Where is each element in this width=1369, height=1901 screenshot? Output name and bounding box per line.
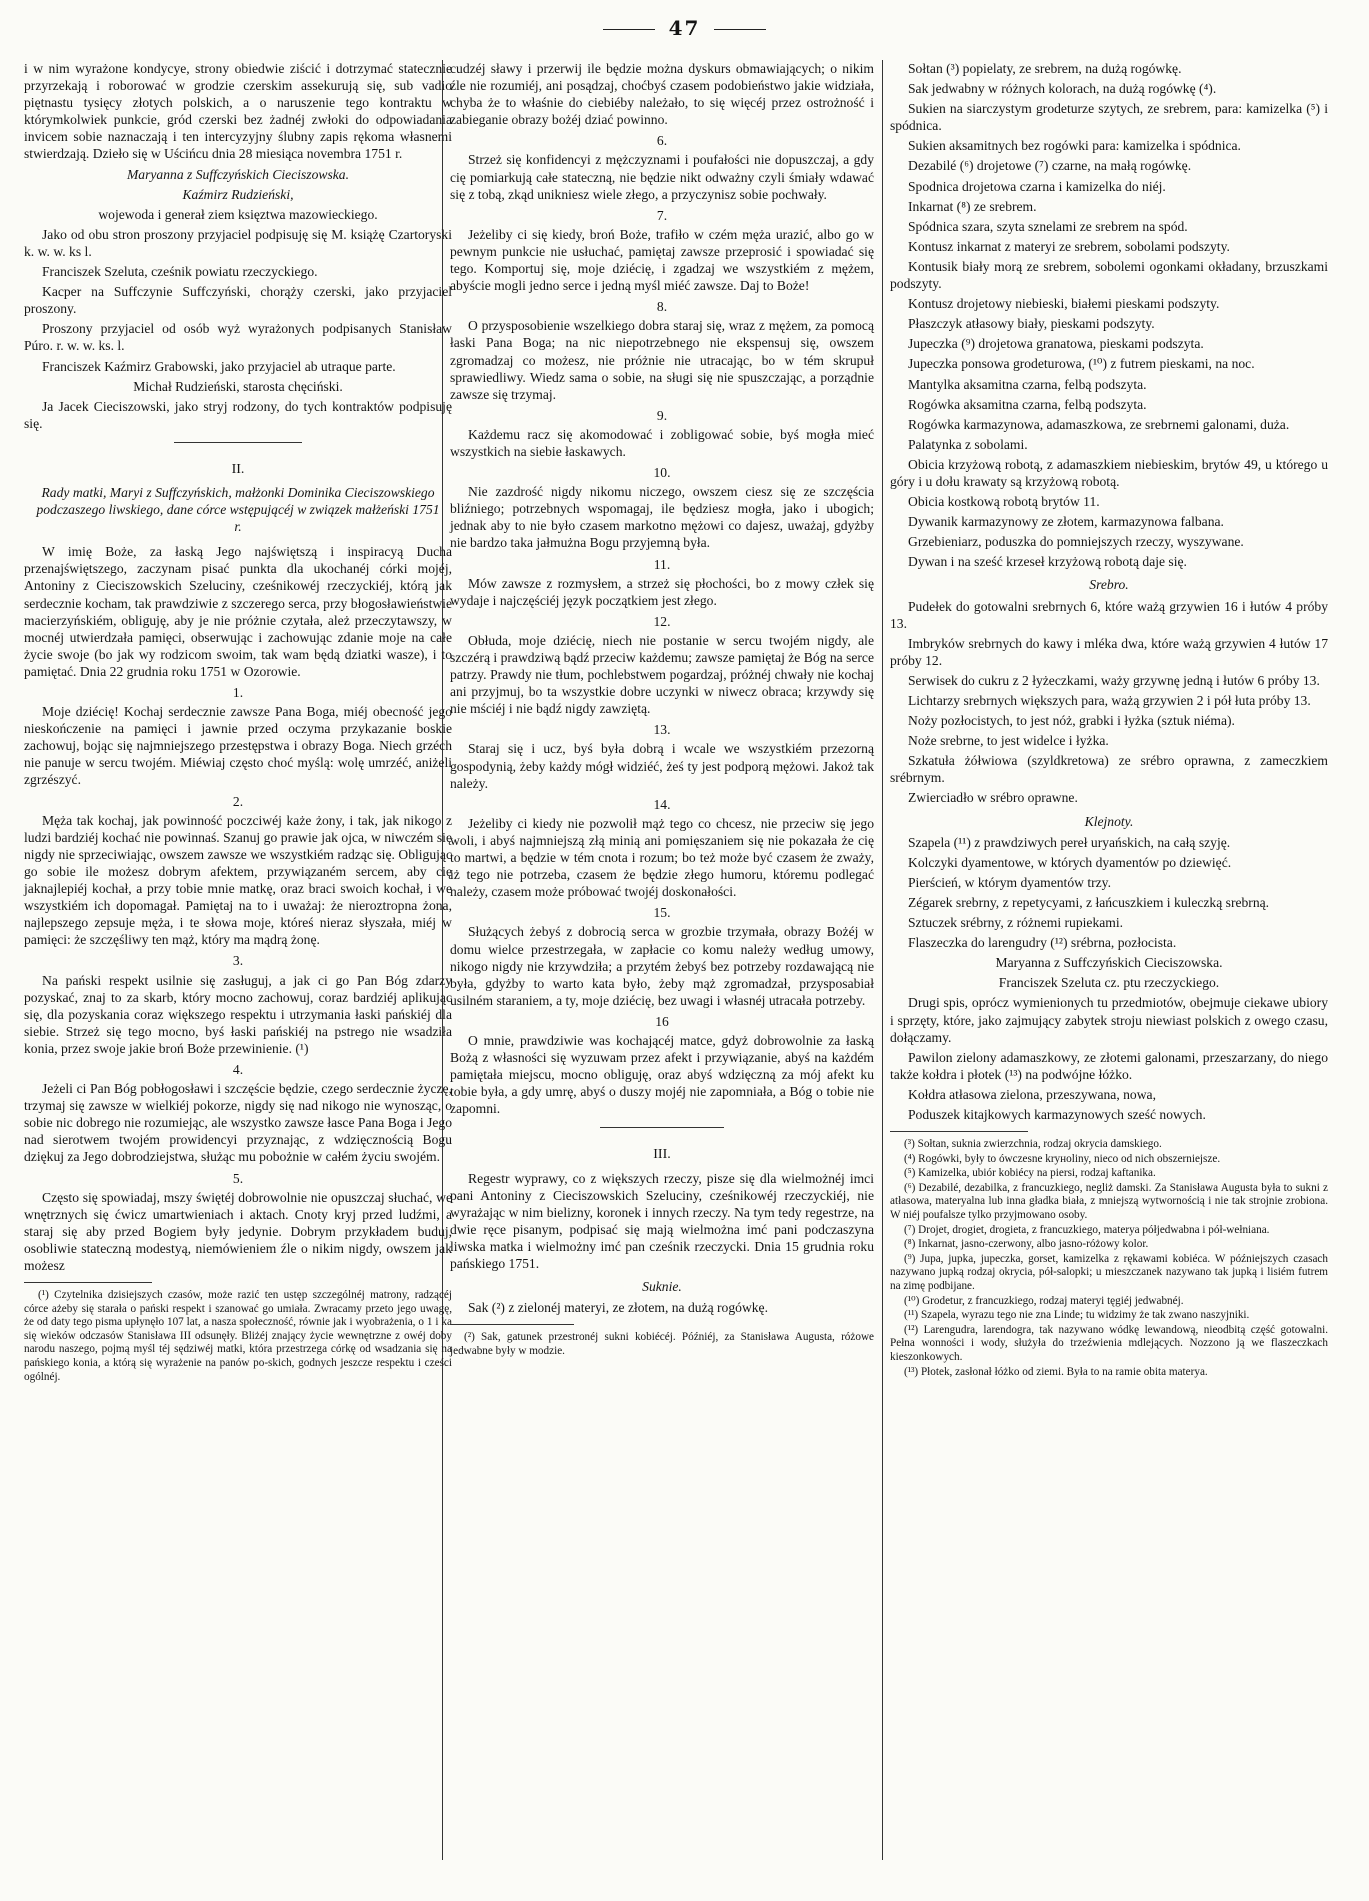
header-rule-left <box>603 29 655 30</box>
list-item: Zwierciadło w srébro oprawne. <box>908 790 1078 806</box>
page-number: 47 <box>668 16 701 40</box>
paragraph: Nie zazdrość nigdy nikomu niczego, owszem ciesz się ze szczęścia bliźniego; potrzebnych wspomagaj, ile będziesz mogła, jako i ubogich; jednak aby to nie było czasem markotno mężowi co dajesz, uważaj, gdyżby nie bardzo taka jałmużna Bogu przyjemną była. <box>450 484 874 551</box>
footnotes <box>450 1331 874 1358</box>
point-number: 14. <box>653 796 671 812</box>
list-item: Serwisek do cukru z 2 łyżeczkami, waży grzywnę jedną i łutów 6 próby 13. <box>908 672 1320 688</box>
list-item: Mantylka aksamitna czarna, felbą podszyta. <box>908 376 1147 392</box>
list-item: Kontusz inkarnat z materyi ze srebrem, sobolami podszyty. <box>908 238 1230 254</box>
signature: Ja Jacek Cieciszowski, jako stryj rodzony, do tych kontraktów podpisuję się. <box>24 398 452 431</box>
signature: Proszony przyjaciel od osób wyż wyrażonych podpisanych Stanisław Púro. r. w. w. ks. l. <box>24 321 452 354</box>
point-number: 11. <box>653 556 671 572</box>
paragraph: cudzéj sławy i przerwij ile będzie można dyskurs obmawiających; o nikim źle nie rozumiéj, ani posądzaj, choćbyś czasem podobieństwo jakie widziała, chyba że to właśnie do ciebiéby należało, to się więcéj przez ostrożność i zabieganie obrazy bożéj dziać powinno. <box>450 61 874 128</box>
list-item: Dywanik karmazynowy ze złotem, karmazynowa falbana. <box>908 514 1224 530</box>
paragraph: Każdemu racz się akomodować i zobligować sobie, byś mogła mieć wszystkich na siebie łaskawych. <box>450 426 874 459</box>
subheading: Suknie. <box>642 1279 682 1295</box>
page-header <box>0 16 1369 40</box>
paragraph: O mnie, prawdziwie was kochającéj matce, gdyż dobrowolnie za łaską Bożą z własności się wyzuwam przez afekt i przywiązanie, abyś na każdém pamiętała miejscu, mocno obliguję, oraz abyś wdzięczną za mój afekt ku tobie była, a gdy umrę, abyś o duszy mojéj nie zapomniała, a Bóg o tobie nie zapomni. <box>450 1032 874 1117</box>
list-item: Noży pozłocistych, to jest nóż, grabki i łyżka (sztuk niéma). <box>908 713 1235 729</box>
column-2 <box>450 60 874 1359</box>
paragraph: Drugi spis, oprócz wymienionych tu przedmiotów, obejmuje ciekawe ubiory i sprzęty, które, jako zajmujący zabytek stroju niewiast polskich z owego czasu, dołączamy. <box>890 995 1328 1045</box>
list-item: Flaszeczka do larengudry (¹²) srébrna, pozłocista. <box>908 935 1177 951</box>
list-item: Szapela (¹¹) z prawdziwych pereł uryańskich, na całą szyję. <box>908 834 1231 850</box>
list-item: Pierścień, w którym dyamentów trzy. <box>908 874 1111 890</box>
signature: Jako od obu stron proszony przyjaciel podpisuję się M. książę Czartoryski k. w. w. ks l. <box>24 226 452 259</box>
list-item: Grzebieniarz, poduszka do pomniejszych rzeczy, wyszywane. <box>908 534 1244 550</box>
point-number: 6. <box>656 133 668 149</box>
silver-list <box>890 598 1328 807</box>
footnote-rule <box>450 1324 574 1325</box>
list-item: Spódnica szara, szyta sznelami ze srebrem na spód. <box>908 218 1188 234</box>
list-item: Sukien aksamitnych bez rogówki para: kamizelka i spódnica. <box>908 138 1241 154</box>
paragraph: Jeżeliby ci się kiedy, broń Boże, trafiło w czém męża urazić, albo go w pewnym punkcie nie usłuchać, pamiętaj zawsze przeprosić i spowiadać się tego. Komportuj się, moje dziécię, i zgadzaj we wszystkiém z mężem, abyście mogli jedno serce i jedną myśl miéć zawsze. Daj to Boże! <box>450 226 874 294</box>
paragraph: Często się spowiadaj, mszy świętéj dobrowolnie nie opuszczaj słuchać, we wnętrznych się ćwicz umartwieniach i aktach. Cnoty kryj przed ludźmi, a staraj się aby przed Bogiem były jedynie. Dobrym przykładem buduj, osobliwie stateczną modestyą, niemówieniem źle o nikim nigdy, owszem jak możesz <box>24 1189 452 1273</box>
point-number: 2. <box>232 793 244 809</box>
paragraph: i w nim wyrażone kondycye, strony obiedwie ziścić i dotrzymać statecznie przyrzekają i roborować w grodzie czerskim assekurują się, sub vadio piętnastu tysięcy złotych polskich, a o naruszenie tego kontraktu w którymkolwiek punkcie, gród czerski bez żadnéj zwłoki do odpowiadania invicem sobie naznaczają i ten intercyzyjny ślubny zapis rękoma własnemi stwierdzają. Dzieło się w Uścińcu dnia 28 miesiąca novembra 1751 r. <box>24 61 452 162</box>
point-number: 12. <box>653 613 671 629</box>
list-item: Kontusz drojetowy niebieski, białemi pieskami podszyty. <box>908 296 1220 312</box>
signature-title: wojewoda i generał ziem księztwa mazowieckiego. <box>98 206 378 222</box>
list-item: Noże srebrne, to jest widelce i łyżka. <box>908 733 1109 749</box>
point-number: 4. <box>232 1061 244 1077</box>
section-divider <box>174 442 302 443</box>
list-item: Sak jedwabny w różnych kolorach, na dużą rogówkę (⁴). <box>908 81 1217 97</box>
footnote: (¹²) Larengudra, larendogra, tak nazywano wódkę lewandową, nieodbitą część gotowalni. Pełna wonności i wody, służyła do trzeźwienia mdlejących. Nozzono ją we flaszeczkach kieszonkowych. <box>890 1323 1328 1363</box>
signature: Kacper na Suffczynie Suffczyński, chorąży czerski, jako przyjaciel proszony. <box>24 284 452 317</box>
section-divider <box>600 1127 724 1128</box>
list-item: Sukien na siarczystym grodeturze szytych, ze srebrem, para: kamizelka (⁵) i spódnica. <box>890 101 1328 134</box>
list-item: Pawilon zielony adamaszkowy, ze złotemi galonami, przeszarzany, do niego także kołdra i płotek (¹³) na podwójne łóżko. <box>890 1049 1328 1082</box>
signature: Franciszek Kaźmirz Grabowski, jako przyjaciel ab utraque parte. <box>42 358 396 374</box>
list-item: Sak (²) z zielonéj materyi, ze złotem, na dużą rogówkę. <box>468 1300 768 1316</box>
column-1 <box>24 60 452 1385</box>
subheading: Klejnoty. <box>1084 813 1134 829</box>
point-number: 3. <box>232 953 244 969</box>
footnote: (¹³) Płotek, zasłonał łóżko od ziemi. Była to na ramie obita materya. <box>904 1365 1208 1378</box>
footnote: (¹¹) Szapela, wyrazu tego nie zna Linde; tu widzimy że tak zwano naszyjniki. <box>904 1309 1250 1322</box>
list-item: Spodnica drojetowa czarna i kamizelka do niéj. <box>908 178 1166 194</box>
list-item: Jupeczka ponsowa grodeturowa, (¹⁰) z futrem pieskami, na noc. <box>908 356 1255 372</box>
point-number: 5. <box>232 1170 244 1186</box>
paragraph: Męża tak kochaj, jak powinność poczciwéj każe żony, i tak, jak nikogo z ludzi bardziéj kochać nie powinnaś. Szanuj go prawie jak ojca, w niwczém się nigdy nie sprzeciwiając, owszem zawsze we wszystkiém radząc się. Obligując go sobie ile możesz dobrym afektem, przywiązaném sercem, aby cię jaknajlepiéj kochał, a przy tobie mnie matkę, oraz braci swoich kochał, i we wszystkiém ich dopomagał. Pamiętaj na to i uważaj: że nieroztropna żona, najlepszego zepsuje męża, i te słowa moje, któreś nieraz słyszała, miéj w pamięci: że szczęśliwy ten mąż, który ma mądrą żonę. <box>24 812 452 948</box>
list-item: Kołdra atłasowa zielona, przeszywana, nowa, <box>908 1086 1156 1102</box>
point-number: 13. <box>653 722 671 738</box>
point-number: 15. <box>653 905 671 921</box>
jewels-list <box>890 834 1328 952</box>
list-item: Rogówka aksamitna czarna, felbą podszyta. <box>908 396 1147 412</box>
paragraph: W imię Boże, za łaską Jego najświętszą i inspiracyą Ducha przenajświętszego, zaczynam pisać punkta dla ukochanéj córki mojéj, Antoniny z Cieciszowskich Szeluciny, cześnikowéj rzeczyckiéj, którą jak serdecznie kocham, tak prawdziwie z szczerego serca, przy błogosławieństwie macierzyńskiém, obliguję, aby je nie próżnie czytała, ależ przeczytawszy, w mocnéj utwierdzała pamięci, obserwując i zachowując zdanie moje na całe życie swoje (bo jak wy rodzicom swoim, tak wam będą dziatki wasze), i to pamiętać. Dnia 22 grudnia roku 1751 w Ozorowie. <box>24 544 452 679</box>
list-item: Dezabilé (⁶) drojetowe (⁷) czarne, na małą rogówkę. <box>908 158 1192 174</box>
point-number: 9. <box>656 407 668 423</box>
signature: Michał Rudzieński, starosta chęciński. <box>133 378 343 394</box>
signature: Maryanna z Suffczyńskich Cieciszowska. <box>126 166 349 182</box>
paragraph: Strzeż się konfidencyi z mężczyznami i poufałości nie dopuszczaj, a gdy cię pomiarkują całe stateczną, nie będzie nikt odważny czyli śmiały wdawać się z tobą, zkąd unikniesz wiele złego, a przyczynisz sobie pochwały. <box>450 152 874 202</box>
point-number: 16 <box>655 1013 669 1029</box>
paragraph: Moje dziécię! Kochaj serdecznie zawsze Pana Boga, miéj obecność jego nieskończenie na pamięci i jawnie przed oczyma przykazanie boskie zachowuj, bojąc się najmniejszego przestępstwa i obrazy Boga. Niech grzéch nie panuje w sercu twojém. Miéwiaj często choć myślą: wolę umrzéć, aniżeli zgrzészyć. <box>24 704 452 788</box>
paragraph: Regestr wyprawy, co z większych rzeczy, pisze się dla wielmożnéj imci pani Antoniny z Cieciszowskich Szeluciny, cześnikowéj rzeczyckiéj, nie wyrażając w nim bielizny, koronek i innych rzeczy. Na tym tedy regestrze, na dwie ręce pisanym, podpisać się mają wielmożna imć pani podczaszyna liwska matka i wielmożny imć pan cześnik rzeczycki. Dnia 15 grudnia roku pańskiego 1751. <box>450 1170 874 1271</box>
footnote-rule <box>24 1282 152 1283</box>
point-number: 7. <box>656 207 668 223</box>
paragraph: Służących żebyś z dobrocią serca w grozbie trzymała, obrazy Bożéj w domu wielce przestrzegała, w zapłacie co komu należy według umowy, nikogo nigdy nie krzywdziła; a przytém żebyś bez potrzeby rozdawającą nie była, gdyżby to warto kata było, żeby mąż zgromadzał, przysposabiał usilném staraniem, a ty, moje dziécię, bez uwagi i własnéj utracała potrzeby. <box>450 924 874 1008</box>
inventory-list <box>890 60 1328 570</box>
footnote: (¹⁰) Grodetur, z francuzkiego, rodzaj materyi tęgiéj jedwabnéj. <box>904 1294 1184 1307</box>
list-item: Palatynka z sobolami. <box>908 436 1028 452</box>
footnote: (⁴) Rogówki, były to ówczesne kryноliny, nieco od nich obszerniejsze. <box>904 1152 1221 1165</box>
signature: Franciszek Szeluta, cześnik powiatu rzeczyckiego. <box>42 264 318 280</box>
list-item: Lichtarzy srebrnych większych para, ważą grzywien 2 i pół łuta próby 13. <box>908 693 1311 708</box>
list-item: Kolczyki dyamentowe, w których dyamentów po dziewięć. <box>908 854 1232 870</box>
footnote: (⁹) Jupa, jupka, jupeczka, gorset, kamizelka z rękawami kobiéca. W późniejszych czasach nazywano jupką rodzaj okrycia, pół-salopki; u mieszczanek nazywano tak jupką i lisiém futrem na zimę podbijane. <box>890 1252 1328 1292</box>
list-item: Obicia krzyżową robotą, z adamaszkiem niebieskim, brytów 49, u którego u góry i u dołu krawaty są krzyżową robotą. <box>890 456 1328 489</box>
paragraph: Mów zawsze z rozmysłem, a strzeż się płochości, bo z mowy człek się wydaje i najczęściéj język początkiem jest złego. <box>450 575 874 608</box>
paragraph: Obłuda, moje dziécię, niech nie postanie w sercu twojém nigdy, ale szczérą i prawdziwą bądź przeciw każdemu; zawsze pamiętaj że Bóg na serce patrzy. Prawdy nie tłum, pochlebstwem pogardzaj, próżnéj chwały nie kochaj ani przyjmuj, bo ta wszystkie dobre uczynki w niwecz obraca; krzywdy się nie mściéj i nie bądź nigdy zawziętą. <box>450 632 874 717</box>
footnote: (³) Sołtan, suknia zwierzchnia, rodzaj okrycia damskiego. <box>904 1138 1162 1151</box>
paragraph: Jeżeli ci Pan Bóg pobłogosławi i szczęście będzie, czego serdecznie życzę, trzymaj się zawsze w wielkiéj pokorze, nigdy się nad nikogo nie wynosząc, o sobie nic dobrego nie rozumiejąc, ale wszystko zawsze łasce Pana Boga i Jego nad sierotwem twojém prowidencyi przyznając, z wdzięcznością Bogu dziękuj za Jego dobrodziejstwa, służąc mu pobożnie w całém życiu swojém. <box>24 1081 452 1165</box>
footnote: (⁶) Dezabilé, dezabilka, z francuzkiego, negliż damski. Za Stanisława Augusta była to sukni z atłasowa, materyalna lub inna gładka biała, z mniejszą wytwornością i nie tak strojnie zrobiona. W niéj poufalsze tylko przyjmowano osoby. <box>890 1181 1328 1222</box>
list-item: Inkarnat (⁸) ze srebrem. <box>908 198 1037 214</box>
footnotes <box>24 1289 452 1384</box>
list-item: Pudełek do gotowalni srebrnych 6, które ważą grzywien 16 i łutów 4 próby 13. <box>890 598 1328 631</box>
paragraph: Staraj się i ucz, byś była dobrą i wcale we wszystkiém przezorną gospodynią, żeby każdy mógł widziéć, żeś ty jest podporą mężowi. Jakoż tak należy. <box>450 741 874 791</box>
list-item: Rogówka karmazynowa, adamaszkowa, ze srebrnemi galonami, duża. <box>908 416 1290 432</box>
list-item: Sztuczek srébrny, z różnemi rupiekami. <box>908 915 1124 931</box>
section-title: Rady matki, Maryi z Suffczyńskich, małżonki Dominika Cieciszowskiego podczaszego liwskiego, dane córce wstępującéj w związek małżeński 1751 r. <box>36 484 440 535</box>
header-rule-right <box>714 29 766 30</box>
list-item: Sołtan (³) popielaty, ze srebrem, na dużą rogówkę. <box>908 61 1182 76</box>
signature: Maryanna z Suffczyńskich Cieciszowska. <box>995 955 1223 971</box>
point-number: 8. <box>656 299 668 315</box>
footnotes <box>890 1138 1328 1379</box>
point-number: 10. <box>653 465 671 481</box>
subheading: Srebro. <box>1089 577 1129 593</box>
footnote: (⁵) Kamizelka, ubiór kobiécy na piersi, rodzaj kaftanika. <box>904 1167 1156 1180</box>
section-number: III. <box>653 1147 671 1163</box>
list-item: Dywan i na sześć krzeseł krzyżową robotą daje się. <box>908 554 1187 570</box>
list-item: Płaszczyk atłasowy biały, pieskami podszyty. <box>908 316 1155 332</box>
list-item: Poduszek kitajkowych karmazynowych sześć nowych. <box>908 1106 1206 1122</box>
column-3 <box>890 60 1328 1380</box>
list-item: Zégarek srebrny, z repetycyami, z łańcuszkiem i kuleczką srebrną. <box>908 894 1270 910</box>
paragraph: Na pański respekt usilnie się zasługuj, a jak ci go Pan Bóg zdarzy pozyskać, znaj to za skarb, który mocno zachowuj, coraz bardziéj aplikując się, dla pozyskania coraz większego respektu i utrzymania łaski pańskiéj dla siebie. Strzeż się tego mocno, byś łaski pańskiéj na pstrego nie wsadziła konia, przez swoje jakie broń Boże przewinienie. (¹) <box>24 972 452 1056</box>
signature: Franciszek Szeluta cz. ptu rzeczyckiego. <box>998 975 1220 991</box>
footnote-rule <box>890 1131 1028 1132</box>
list-item: Jupeczka (⁹) drojetowa granatowa, pieskami podszyta. <box>908 336 1204 352</box>
list-item: Szkatuła żółwiowa (szyldkretowa) ze srébro oprawna, z zameczkiem srébrnym. <box>890 753 1328 786</box>
paragraph: O przysposobienie wszelkiego dobra staraj się, wraz z mężem, za pomocą łaski Pana Boga; na nic niepotrzebnego nie ekspensuj się, owszem zgromadzaj co możesz, nie próżnie nie utracając, bo w tém skrupuł sprawiedliwy. Wiedz sama o sobie, na sługi się nie spuszczając, a porządnie zawsze się trzymaj. <box>450 318 874 402</box>
paragraph: Jeżeliby ci kiedy nie pozwolił mąż tego co chcesz, nie przeciw się jego woli, i abyś najmniejszą złą minią ani pomięszaniem się nie pokazała że cię to martwi, a będzie w tém cnota i rozum; bo też może być czasem że zważy, iż tego nie potrzeba, czasem że będzie złego humoru, któremu podlegać należy, czasem może próbować twojéj doskonałości. <box>450 815 874 900</box>
list-item: Imbryków srebrnych do kawy i mléka dwa, które ważą grzywien 4 łutów 17 próby 12. <box>890 635 1328 668</box>
point-number: 1. <box>232 685 244 700</box>
column-rule-2 <box>882 60 883 1860</box>
footnote: (⁸) Inkarnat, jasno-czerwony, albo jasno-różowy kolor. <box>904 1238 1149 1251</box>
list-item: Kontusik biały morą ze srebrem, sobolemi ogonkami okładany, brzuszkami podszyty. <box>890 258 1328 292</box>
footnote: (⁷) Drojet, drogiet, drogieta, z francuzkiego, materya półjedwabna i pół-wełniana. <box>904 1223 1270 1236</box>
section-number: II. <box>231 461 245 477</box>
signature: Kaźmirz Rudzieński, <box>182 186 294 202</box>
footnote: (¹) Czytelnika dzisiejszych czasów, może razić ten ustęp szczególnéj matrony, radzącéj córce ażeby się starała o pański respekt i szanować go umiała. Zwracamy przeto jego uwagę, że od daty tego pisma upłynęło 107 lat, a nasza społeczność, równie jak i wyobrażenia, o 1 i ka się wieków odczasów Stanisława III odsunęły. Bliżéj znający życie wewnętrzne z owéj doby narodu naszego, pojmą myśl téj sędziwéj matki, która przestrzega córkę od wsadzania się na pańskiego konia, a którą się wyrażenie na panów po-skich, godnych jeszcze respektu i cześci ogólnéj. <box>24 1289 452 1383</box>
list-item: Obicia kostkową robotą brytów 11. <box>908 494 1100 510</box>
footnote: (²) Sak, gatunek przestronéj sukni kobiécéj. Późniéj, za Stanisława Augusta, różowe jedwabne były w modzie. <box>450 1331 874 1357</box>
